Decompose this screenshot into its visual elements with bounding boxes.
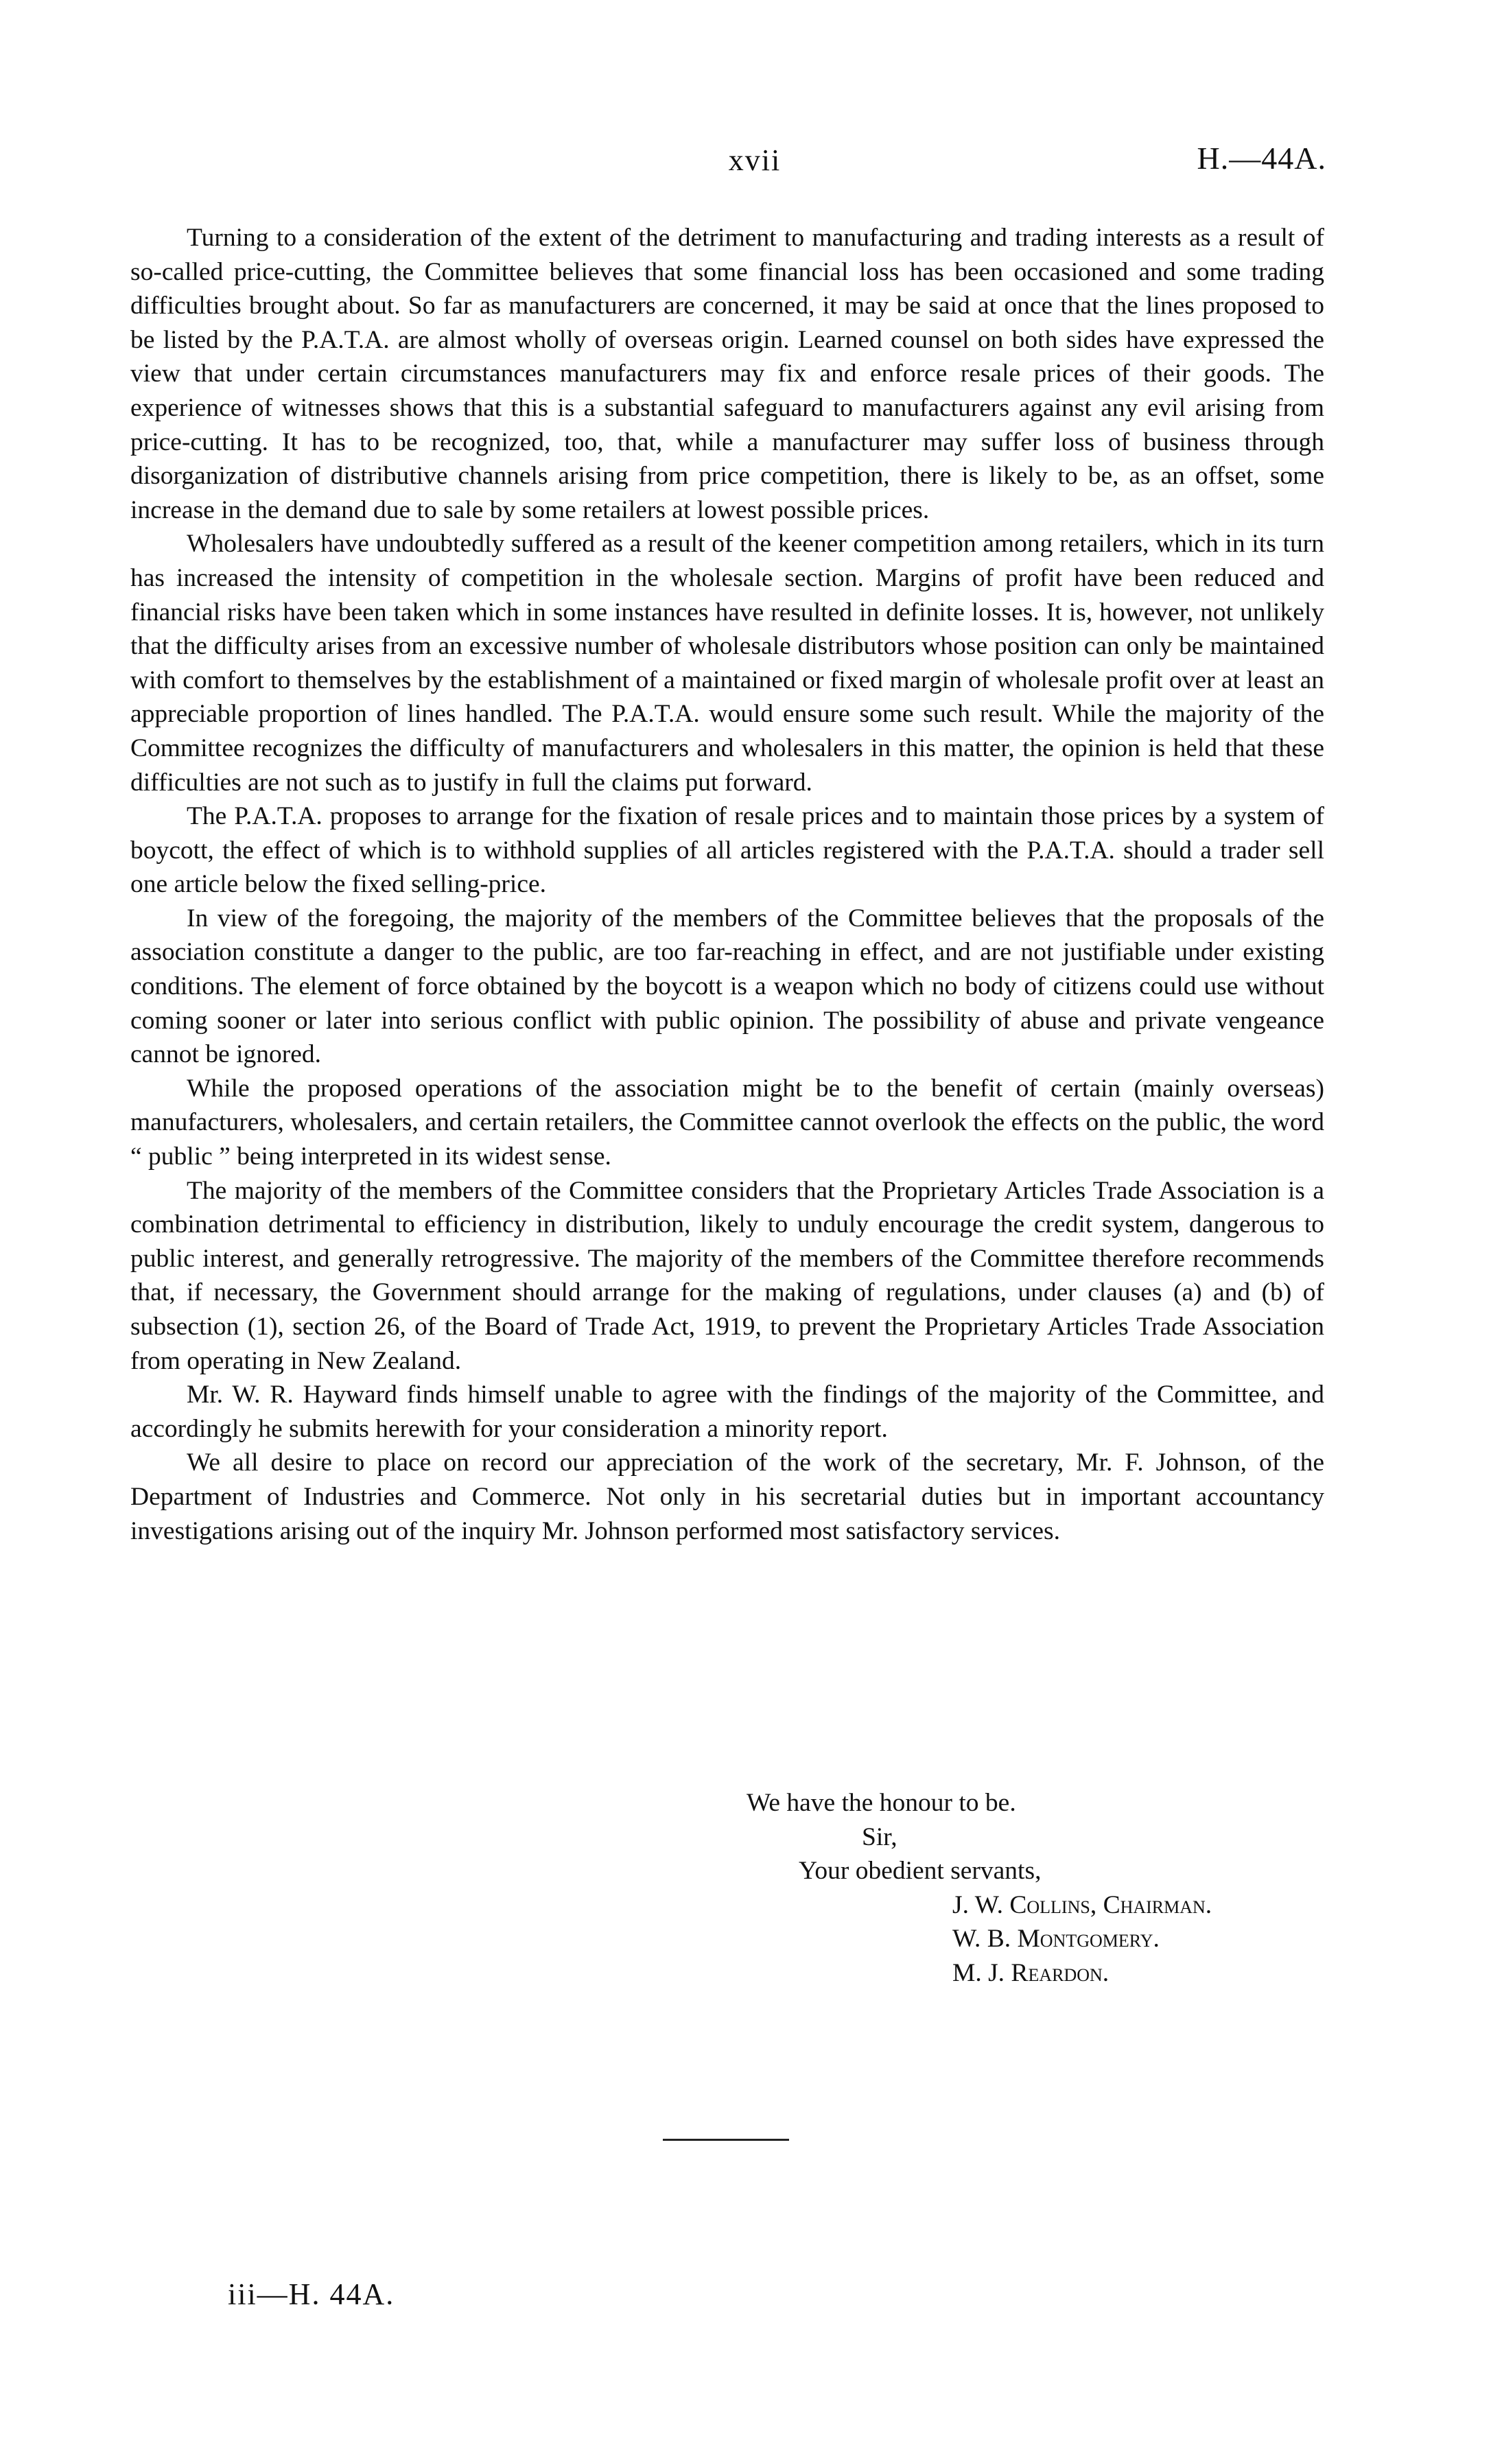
paragraph: We all desire to place on record our appreciation of the work of the secretary, Mr. F. Johnson, of the Department of Industries and Commerce. Not only in his secretarial duties but in important accountancy investigations arising out of the inquiry Mr. Johnson performed most satisfactory services. — [130, 1448, 1324, 1545]
footer-reference: iii—H. 44A. — [228, 2277, 395, 2311]
closing-servants: Your obedient servants, — [799, 1857, 1042, 1886]
document-reference: H.—44A. — [1197, 141, 1326, 176]
paragraph: Wholesalers have undoubtedly suffered as a result of the keener competition among retailers, which in its turn has increased the intensity of competition in the wholesale section. Margins of profit have been reduced and financial risks have been taken which in some instances have resulted in definite losses. It is, however, not unlikely that the difficulty arises from an excessive number of wholesale distributors whose position can only be maintained with comfort to themselves by the establishment of a maintained or fixed margin of wholesale profit over at least an appreciable proportion of lines handled. The P.A.T.A. would ensure some such result. While the majority of the Committee recognizes the difficulty of manufacturers and wholesalers in this matter, the opinion is held that these difficulties are not such as to justify in full the claims put forward. — [130, 530, 1324, 797]
paragraph: While the proposed operations of the association might be to the benefit of certain (mainly overseas) manufacturers, wholesalers, and certain retailers, the Committee cannot overlook the effects on the public, the word “ public ” being interpreted in its widest sense. — [130, 1074, 1324, 1171]
signatory: W. B. Montgomery. — [952, 1925, 1160, 1953]
paragraph: Turning to a consideration of the extent of the detriment to manufacturing and trading interests as a result of so-called price-cutting, the Committee believes that some financial loss has been occasioned and some trading difficulties brought about. So far as manufacturers are concerned, it may be said at once that the lines proposed to be listed by the P.A.T.A. are almost wholly of overseas origin. Learned counsel on both sides have expressed the view that under certain circumstances manufacturers may fix and enforce resale prices of their goods. The experience of witnesses shows that this is a substantial safeguard to manufacturers against any evil arising from price-cutting. It has to be recognized, too, that, while a manufacturer may suffer loss of business through disorganization of distributive channels arising from price competition, there is likely to be, as an offset, some increase in the demand due to sale by some retailers at lowest possible prices. — [130, 224, 1324, 524]
paragraph: The majority of the members of the Committee considers that the Proprietary Articles Trade Association is a combination detrimental to efficiency in distribution, likely to unduly encourage the credit system, dangerous to public interest, and generally retrogressive. The majority of the members of the Committee therefore recommends that, if necessary, the Government should arrange for the making of regulations, under clauses (a) and (b) of subsection (1), section 26, of the Board of Trade Act, 1919, to prevent the Proprietary Articles Trade Association from operating in New Zealand. — [130, 1176, 1324, 1375]
signatory: J. W. Collins, Chairman. — [952, 1890, 1212, 1919]
report-body — [130, 221, 1324, 1548]
closing-honour: We have the honour to be. — [747, 1789, 1016, 1817]
closing-block — [747, 1786, 1212, 1991]
section-separator — [663, 2139, 789, 2141]
page-number: xvii — [728, 143, 782, 177]
paragraph: In view of the foregoing, the majority of the members of the Committee believes that the proposals of the association constitute a danger to the public, are too far-reaching in effect, and are not justifiable under existing conditions. The element of force obtained by the boycott is a weapon which no body of citizens could use without coming sooner or later into serious conflict with public opinion. The possibility of abuse and private vengeance cannot be ignored. — [130, 904, 1324, 1069]
paragraph: Mr. W. R. Hayward finds himself unable to agree with the findings of the majority of the Committee, and accordingly he submits herewith for your consideration a minority report. — [130, 1381, 1324, 1443]
signatory: M. J. Reardon. — [952, 1958, 1110, 1987]
paragraph: The P.A.T.A. proposes to arrange for the fixation of resale prices and to maintain those prices by a system of boycott, the effect of which is to withhold supplies of all articles registered with the P.A.T.A. should a trader sell one article below the fixed selling-price. — [130, 802, 1324, 899]
closing-salutation: Sir, — [862, 1822, 897, 1851]
